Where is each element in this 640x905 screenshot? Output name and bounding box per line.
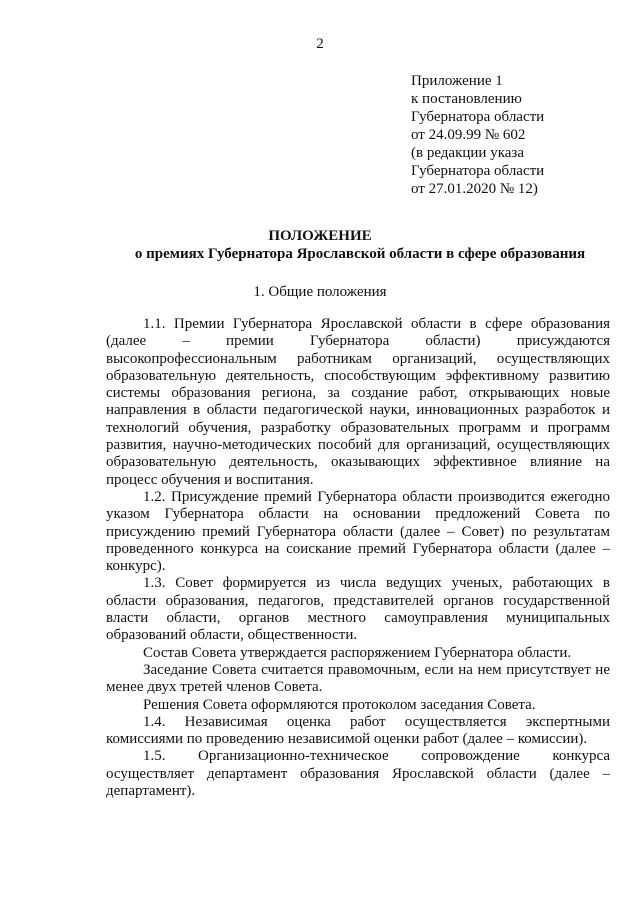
appendix-line: (в редакции указа xyxy=(411,145,524,161)
document-title: ПОЛОЖЕНИЕ xyxy=(268,228,372,244)
paragraph: 1.5. Организационно-техническое сопровождение конкурса осуществляет департамент образования Ярославской области (далее – департамент). xyxy=(106,748,610,800)
page-number: 2 xyxy=(316,36,324,52)
paragraph: 1.3. Совет формируется из числа ведущих ученых, работающих в области образования, педагогов, представителей органов государственной власти области, органов местного самоуправления муниципальных образований области, общественности. xyxy=(106,575,610,644)
paragraph: Состав Совета утверждается распоряжением Губернатора области. xyxy=(143,644,572,661)
paragraph: Решения Совета оформляются протоколом заседания Совета. xyxy=(143,696,536,713)
paragraph: 1.1. Премии Губернатора Ярославской области в сфере образования (далее – премии Губернатора области) присуждаются высокопрофессиональным работникам организаций, осуществляющих образовательную деятельность, способствующим эффективному развитию системы образования региона, за создание работ, открывающих новые направления в области педагогической науки, инновационных разработок и технологий обучения, разработку образовательных программ и программ развития, научно-методических пособий для организаций, осуществляющих образовательную деятельность, оказывающих эффективное влияние на процесс обучения и воспитания. xyxy=(106,316,610,488)
paragraph: 1.2. Присуждение премий Губернатора области производится ежегодно указом Губернатора области на основании предложений Совета по присуждению премий Губернатора области (далее – Совет) по результатам проведенного конкурса на соискание премий Губернатора области (далее – конкурс). xyxy=(106,488,610,575)
document-subtitle: о премиях Губернатора Ярославской области в сфере образования xyxy=(134,246,586,262)
appendix-line: Губернатора области xyxy=(411,109,545,125)
appendix-line: Приложение 1 xyxy=(411,73,503,89)
paragraph: Заседание Совета считается правомочным, если на нем присутствует не менее двух третей членов Совета. xyxy=(106,661,610,696)
appendix-line: Губернатора области xyxy=(411,163,545,179)
section-heading: 1. Общие положения xyxy=(253,284,387,300)
appendix-block xyxy=(411,72,611,198)
appendix-line: от 27.01.2020 № 12) xyxy=(411,181,538,197)
body-text xyxy=(106,316,610,800)
paragraph: 1.4. Независимая оценка работ осуществляется экспертными комиссиями по проведению независимой оценки работ (далее – комиссии). xyxy=(106,713,610,748)
appendix-line: от 24.09.99 № 602 xyxy=(411,127,526,143)
appendix-line: к постановлению xyxy=(411,91,522,107)
